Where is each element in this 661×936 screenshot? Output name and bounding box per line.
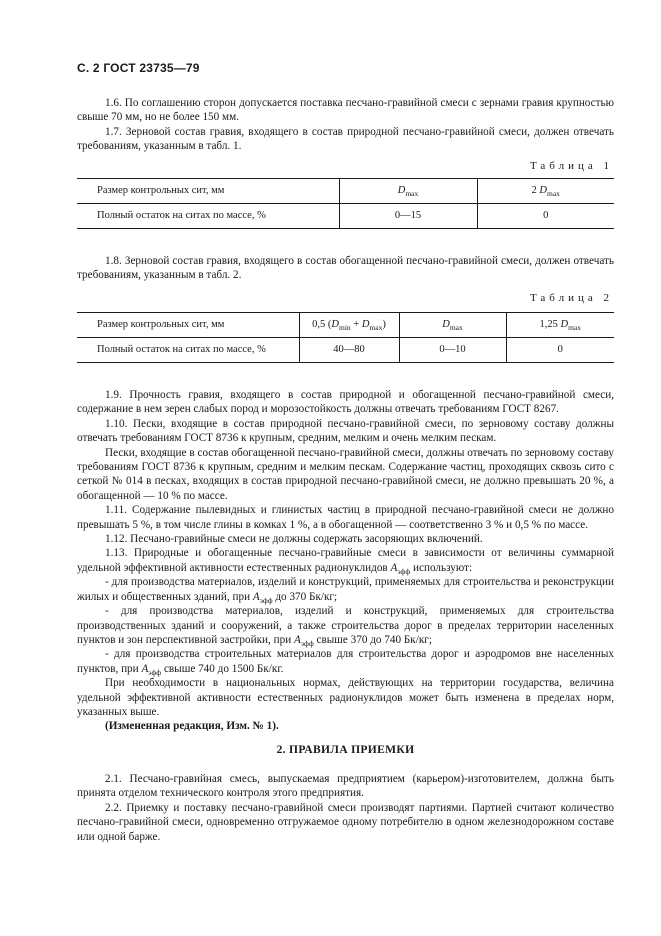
table-cell: 0,5 $(D_{min} + D_{max})$	[299, 313, 399, 338]
table-cell: $D_{max}$	[399, 313, 506, 338]
table-row	[77, 179, 614, 204]
table-2	[77, 312, 614, 363]
text-block-3	[77, 388, 614, 734]
paragraph-1-7: 1.7. Зерновой состав гравия, входящего в состав природной песчано-гравийной смеси, должен отвечать требованиям, указанным в табл. 1.	[77, 125, 614, 153]
table-cell: 1,25 $D_{max}$	[506, 313, 614, 338]
paragraph-1-9: 1.9. Прочность гравия, входящего в состав природной и обогащенной песчано-гравийной смеси, содержание в нем зерен слабых пород и морозостойкость должны отвечать требованиям ГОСТ 8267.	[77, 389, 614, 416]
text-block-4	[77, 772, 614, 844]
table-cell: 0—15	[339, 204, 477, 229]
table-row	[77, 338, 614, 363]
table-cell: 0	[506, 338, 614, 363]
text-block-2	[77, 254, 614, 283]
table-cell: 0	[477, 204, 614, 229]
paragraph-2-1: 2.1. Песчано-гравийная смесь, выпускаемая предприятием (карьером)-изготовителем, должна быть принята отделом технического контроля этого предприятия.	[77, 773, 614, 800]
paragraph-national-norms: При необходимости в национальных нормах, действующих на территории государства, величина удельной эффективной активности естественных радионуклидов может быть изменена в пределах норм, указанных выше.	[77, 677, 614, 718]
paragraph-1-8: 1.8. Зерновой состав гравия, входящего в состав обогащенной песчано-гравийной смеси, должен отвечать требованиям, указанным в табл. 2.	[77, 255, 614, 282]
paragraph-1-6: 1.6. По соглашению сторон допускается поставка песчано-гравийной смеси с зернами гравия крупностью свыше 70 мм, но не более 150 мм.	[77, 97, 614, 124]
list-item: - для производства материалов, изделий и конструкций, применяемых для строительства и реконструкции жилых и общественных зданий, при $A_{эфф}$ до 370 Бк/кг;	[77, 576, 614, 605]
table-1-caption: Таблица 1	[529, 160, 613, 172]
section-title: 2. ПРАВИЛА ПРИЕМКИ	[276, 743, 415, 756]
list-item: - для производства материалов, изделий и конструкций, применяемых для строительства производственных зданий и сооружений, а также строительства дорог в пределах территории населенных пунктов и зон перспективной застройки, при $A_{эфф}$ свыше 370 до 740 Бк/кг;	[77, 605, 614, 648]
table-cell: Размер контрольных сит, мм	[77, 179, 339, 204]
paragraph-1-10: 1.10. Пески, входящие в состав природной песчано-гравийной смеси, по зерновому составу должны отвечать требованиям ГОСТ 8736 к крупным, средним, мелким и очень мелким пескам.	[77, 417, 614, 445]
table-cell: $D_{max}$	[339, 179, 477, 204]
table-cell: Полный остаток на ситах по массе, %	[77, 204, 339, 229]
list-item: - для производства строительных материалов для строительства дорог и аэродромов вне населенных пунктов, при $A_{эфф}$ свыше 740 до 1500 Бк/кг.	[77, 648, 614, 677]
table-row	[77, 313, 614, 338]
edition-note: (Измененная редакция, Изм. № 1).	[105, 720, 279, 733]
paragraph-1-13: 1.13. Природные и обогащенные песчано-гравийные смеси в зависимости от величины суммарной удельной эффективной активности естественных радионуклидов $A_{эфф}$ используют:	[77, 547, 614, 576]
table-row	[77, 204, 614, 229]
table-1	[77, 178, 614, 229]
table-cell: 40—80	[299, 338, 399, 363]
paragraph-1-12: 1.12. Песчано-гравийные смеси не должны содержать засоряющих включений.	[105, 533, 483, 546]
table-cell: 0—10	[399, 338, 506, 363]
text-block-1	[77, 96, 614, 154]
table-cell: Размер контрольных сит, мм	[77, 313, 299, 338]
page-header: С. 2 ГОСТ 23735—79	[77, 61, 200, 75]
table-2-caption: Таблица 2	[529, 292, 613, 304]
paragraph-2-2: 2.2. Приемку и поставку песчано-гравийной смеси производят партиями. Партией считают количество песчано-гравийной смеси, одновременно отгружаемое одному потребителю в одном железнодорожном составе или одной барже.	[77, 801, 614, 843]
paragraph-1-10-sands: Пески, входящие в состав обогащенной песчано-гравийной смеси, должны отвечать по зерновому составу требованиям ГОСТ 8736 к крупным, средним и мелким пескам. Содержание частиц, проходящих сквозь сито с сеткой № 014 в песках, входящих в состав природной песчано-гравийной смеси, не должно превышать 20 %, а обогащенной — 10 % по массе.	[77, 446, 614, 502]
paragraph-1-11: 1.11. Содержание пылевидных и глинистых частиц в природной песчано-гравийной смеси не должно превышать 5 %, в том числе глины в комках 1 %, а в обогащенной — соответственно 3 % и 0,5 % по массе.	[77, 504, 614, 531]
table-cell: 2 $D_{max}$	[477, 179, 614, 204]
table-cell: Полный остаток на ситах по массе, %	[77, 338, 299, 363]
